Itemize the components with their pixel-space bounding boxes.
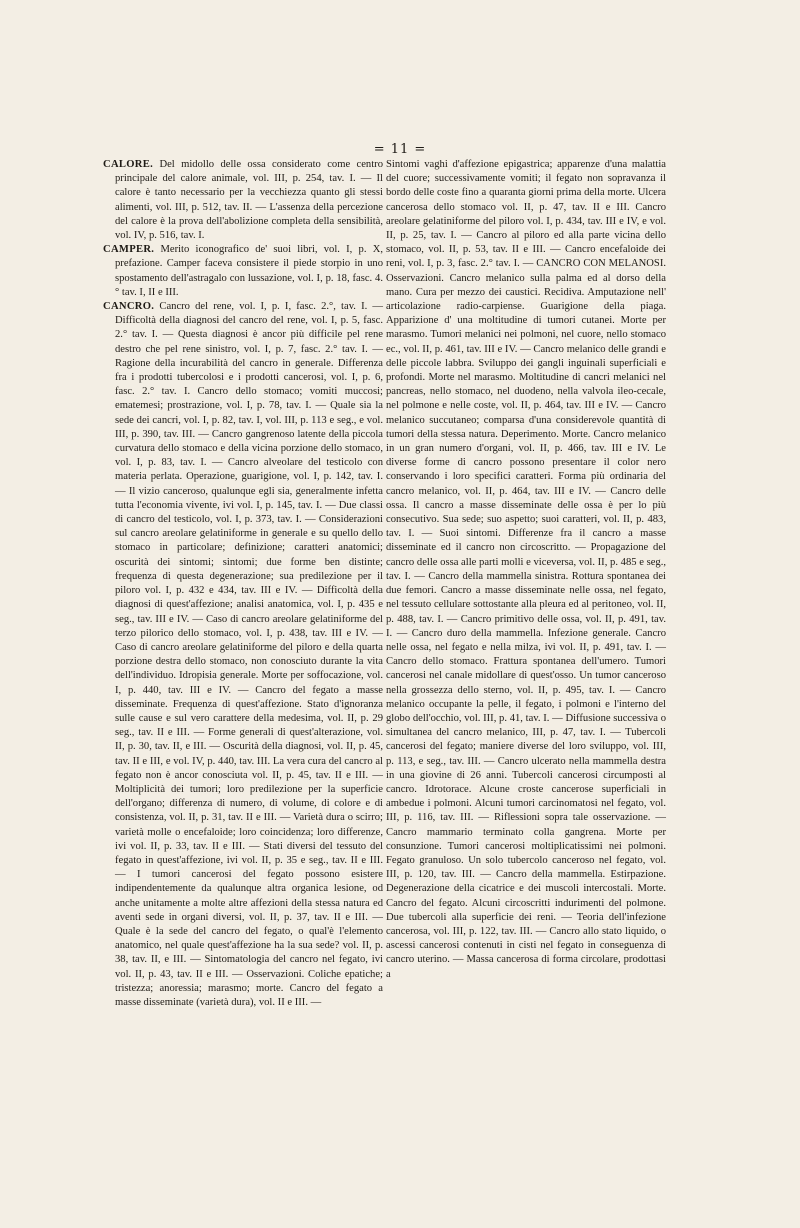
entry-heading: CANCRO.	[103, 301, 155, 313]
entry-text: Del midollo delle ossa considerato come centro principale del calore animale, vol. III, p. 254, tav. I. — Il calore è tanto necessario per la vecchiezza quanto gli stessi alimenti, vol. III, p. 512, tav. II. — L'assenza della percezione del calore è la prova dell'abolizione completa della sensibilità, vol. IV, p. 516, tav. I.	[115, 159, 383, 242]
entry-heading: CALORE.	[103, 159, 154, 170]
index-entry-cancro	[103, 300, 383, 1010]
right-column	[386, 158, 666, 982]
index-entry-camper	[103, 243, 383, 300]
left-column	[103, 158, 383, 1010]
page-number: = 11 =	[373, 142, 427, 157]
index-entry-calore	[103, 158, 383, 243]
entry-text: Merito iconografico de' suoi libri, vol. I, p. X, prefazione. Camper faceva consistere il piede storpio in uno spostamento dell'astragalo con lussazione, vol. I, p. 18, fasc. 4.° tav. I, II e III.	[115, 244, 383, 298]
entry-heading: CAMPER.	[103, 244, 155, 256]
continued-entry-text: Sintomi vaghi d'affezione epigastrica; apparenze d'una malattia del cuore; successivamente vomiti; il fegato non sopravanza il bordo delle coste fino a quaranta giorni prima della morte. Ulcera cancerosa dello stomaco vol. II, p. 47, tav. II e III. Cancro areolare gelatiniforme del piloro vol. I, p. 434, tav. III e IV, e vol. II, p. 25, tav. I. — Cancro al piloro ed alla parte vicina dello stomaco, vol. II, p. 53, tav. II e III. — Cancro encefaloide dei reni, vol. I, p. 3, fasc. 2.° tav. I. — CANCRO CON MELANOSI. Osservazioni. Cancro melanico sulla palma ed al dorso della mano. Cura per mezzo dei caustici. Recidiva. Amputazione nell' articolazione radio-carpiense. Guarigione della piaga. Apparizione d' una moltitudine di tumori cutanei. Morte per marasmo. Tumori melanici nei polmoni, nel cuore, nello stomaco ec., vol. II, p. 461, tav. III e IV. — Cancro melanico delle grandi e delle piccole labbra. Sviluppo dei gangli inguinali superficiali e profondi. Morte nel marasmo. Moltitudine di cancri melanici nel pancreas, nello stomaco, nel duodeno, nella valvola ileo-cecale, nel polmone e nelle coste, vol. II, p. 464, tav. III e IV. — Cancro melanico succutaneo; comparsa d'una considerevole quantità di tumori della stessa natura. Deperimento. Morte. Cancro melanico in un gran numero d'organi, vol. II, p. 466, tav. III e IV. Le diverse forme di cancro possono presentare il color nero conservando i loro specifici caratteri. Forma più ordinaria del cancro melanico, vol. II, p. 464, tav. III e IV. — Cancro delle ossa. Il cancro a masse disseminate delle ossa è per lo più consecutivo. Sua sede; suo aspetto; suoi caratteri, vol. II, p. 483, tav. I. — Suoi sintomi. Differenze fra il cancro a masse disseminate ed il cancro non circoscritto. — Propagazione del cancro delle ossa alle parti molli e viceversa, vol. II, p. 485 e seg., tav. I. — Cancro della mammella sinistra. Rottura spontanea dei due femori. Cancro a masse disseminate nelle ossa, nel fegato, nel tessuto cellulare sottostante alla pleura ed al peritoneo, vol. II, p. 488, tav. I. — Cancro primitivo delle ossa, vol. II, p. 491, tav. I. — Cancro duro della mammella. Infezione generale. Cancro nelle ossa, nel fegato e nella milza, ivi vol. II, p. 491, tav. I. — Cancro dello stomaco. Frattura spontanea dell'umero. Tumori cancerosi nel canale midollare di quest'osso. Un tumor canceroso nella grossezza dello sterno, vol. II, p. 495, tav. I. — Cancro melanico occupante la pelle, il fegato, i polmoni e l'interno del globo dell'occhio, vol. III, p. 41, tav. I. — Diffusione successiva o simultanea del cancro melanico, III, p. 47, tav. I. — Tubercoli cancerosi del fegato; maniere diverse del loro sviluppo, vol. III, p. 113, e seg., tav. III. — Cancro ulcerato nella mammella destra in una giovine di 26 anni. Tubercoli cancerosi circumposti al cancro. Idrotorace. Alcune croste cancerose superficiali in ambedue i polmoni. Alcuni tumori carcinomatosi nel fegato, vol. III, p. 116, tav. III. — Riflessioni sopra tale osservazione. — Cancro mammario terminato colla gangrena. Morte per consunzione. Tumori cancerosi moltiplicatissimi nei polmoni. Fegato granuloso. Un solo tubercolo canceroso nel fegato, vol. III, p. 120, tav. III. — Cancro della mammella. Estirpazione. Degenerazione della cicatrice e dei muscoli intercostali. Morte. Cancro del fegato. Alcuni circoscritti indurimenti del polmone. Due tubercoli alla superficie dei reni. — Teoria dell'infezione cancerosa, vol. III, p. 122, tav. III. — Cancro allo stato liquido, o ascessi cancerosi contenuti in cisti nel fegato in conseguenza di cancro uterino. — Massa cancerosa di forma circolare, prodottasi a	[386, 159, 666, 980]
entry-text: Cancro del rene, vol. I, p. I, fasc. 2.°, tav. I. — Difficoltà della diagnosi del cancro del rene, vol. I, p. 5, fasc. 2.° tav. I. — Questa diagnosi è ancor più difficile pel rene destro che pel rene sinistro, vol. I, p. 7, fasc. 2.° tav. I. — Ragione della incurabilità del cancro in generale. Differenza fra i prodotti tubercolosi e i prodotti cancerosi, vol. I, p. 6, fasc. 2.° tav. I. Cancro dello stomaco; vomiti muccosi; ematemesi; prostrazione, vol. I, p. 78, tav. I. — Quale sia la sede dei cancri, vol. I, p. 82, tav. I, vol. III, p. 113 e seg., e vol. III, p. 390, tav. III. — Cancro gangrenoso latente della piccola curvatura dello stomaco e della vicina porzione dello stomaco, vol. I, p. 83, tav. I. — Cancro alveolare del testicolo con materia perlata. Operazione, guarigione, vol. I, p. 142, tav. I. — Il vizio canceroso, qualunque egli sia, generalmente infetta tutta l'economia vivente, ivi vol. I, p. 145, tav. I. — Due classi di cancro del testicolo, vol. I, p. 373, tav. I. — Considerazioni sul cancro areolare gelatiniforme in generale e su quello dello stomaco in particolare; definizione; caratteri anatomici; oscurità dei sintomi; sintomi; due forme ben distinte; frequenza di questa degenerazione; sua predilezione per il piloro vol. I, p. 432 e 434, tav. III e IV. — Difficoltà della diagnosi di quest'affezione; analisi anatomica, vol. I, p. 435 e seg., tav. III e IV. — Caso di cancro areolare gelatiniforme del terzo pilorico dello stomaco, vol. I, p. 438, tav. III e IV. — Caso di cancro areolare gelatiniforme del piloro e della quarta porzione destra dello stomaco, non conosciuto durante la vita dell'individuo. Idropisia generale. Morte per soffocazione, vol. I, p. 440, tav. III e IV. — Cancro del fegato a masse disseminate. Frequenza di quest'affezione. Stato d'ignoranza sulle cause e sul vero carattere della medesima, vol. II, p. 29 seg., tav. II e III. — Forme generali di quest'alterazione, vol. II, p. 30, tav. II, e III. — Oscurità della diagnosi, vol. II, p. 45, tav. II e III, e vol. IV, p. 440, tav. III. La vera cura del cancro al fegato non è ancor conosciuta vol. II, p. 45, tav. II e III. — Moltiplicità dei tumori; loro predilezione per la superficie dell'organo; differenza di numero, di volume, di colore e di consistenza, vol. II, p. 31, tav. II e III. — Varietà dura o scirro; varietà molle o encefaloide; loro coincidenza; loro differenze, ivi vol. II, p. 33, tav. II e III. — Stati diversi del tessuto del fegato in quest'affezione, ivi vol. II, p. 35 e seg., tav. II e III. — I tumori cancerosi del fegato possono esistere indipendentemente da qualunque altra organica lesione, od anche unitamente a molte altre affezioni della stessa natura ed aventi sede in organi diversi, vol. II, p. 37, tav. II e III. — Quale è la sede del cancro del fegato, o qual'è l'elemento anatomico, nel quale quest'affezione ha la sua sede? vol. II, p. 38, tav. II, e III. — Sintomatologia del cancro nel fegato, ivi vol. II, p. 43, tav. II e III. — Osservazioni. Coliche epatiche; tristezza; anoressia; marasmo; morte. Cancro del fegato a masse disseminate (varietà dura), vol. II e III. —	[115, 301, 383, 1008]
